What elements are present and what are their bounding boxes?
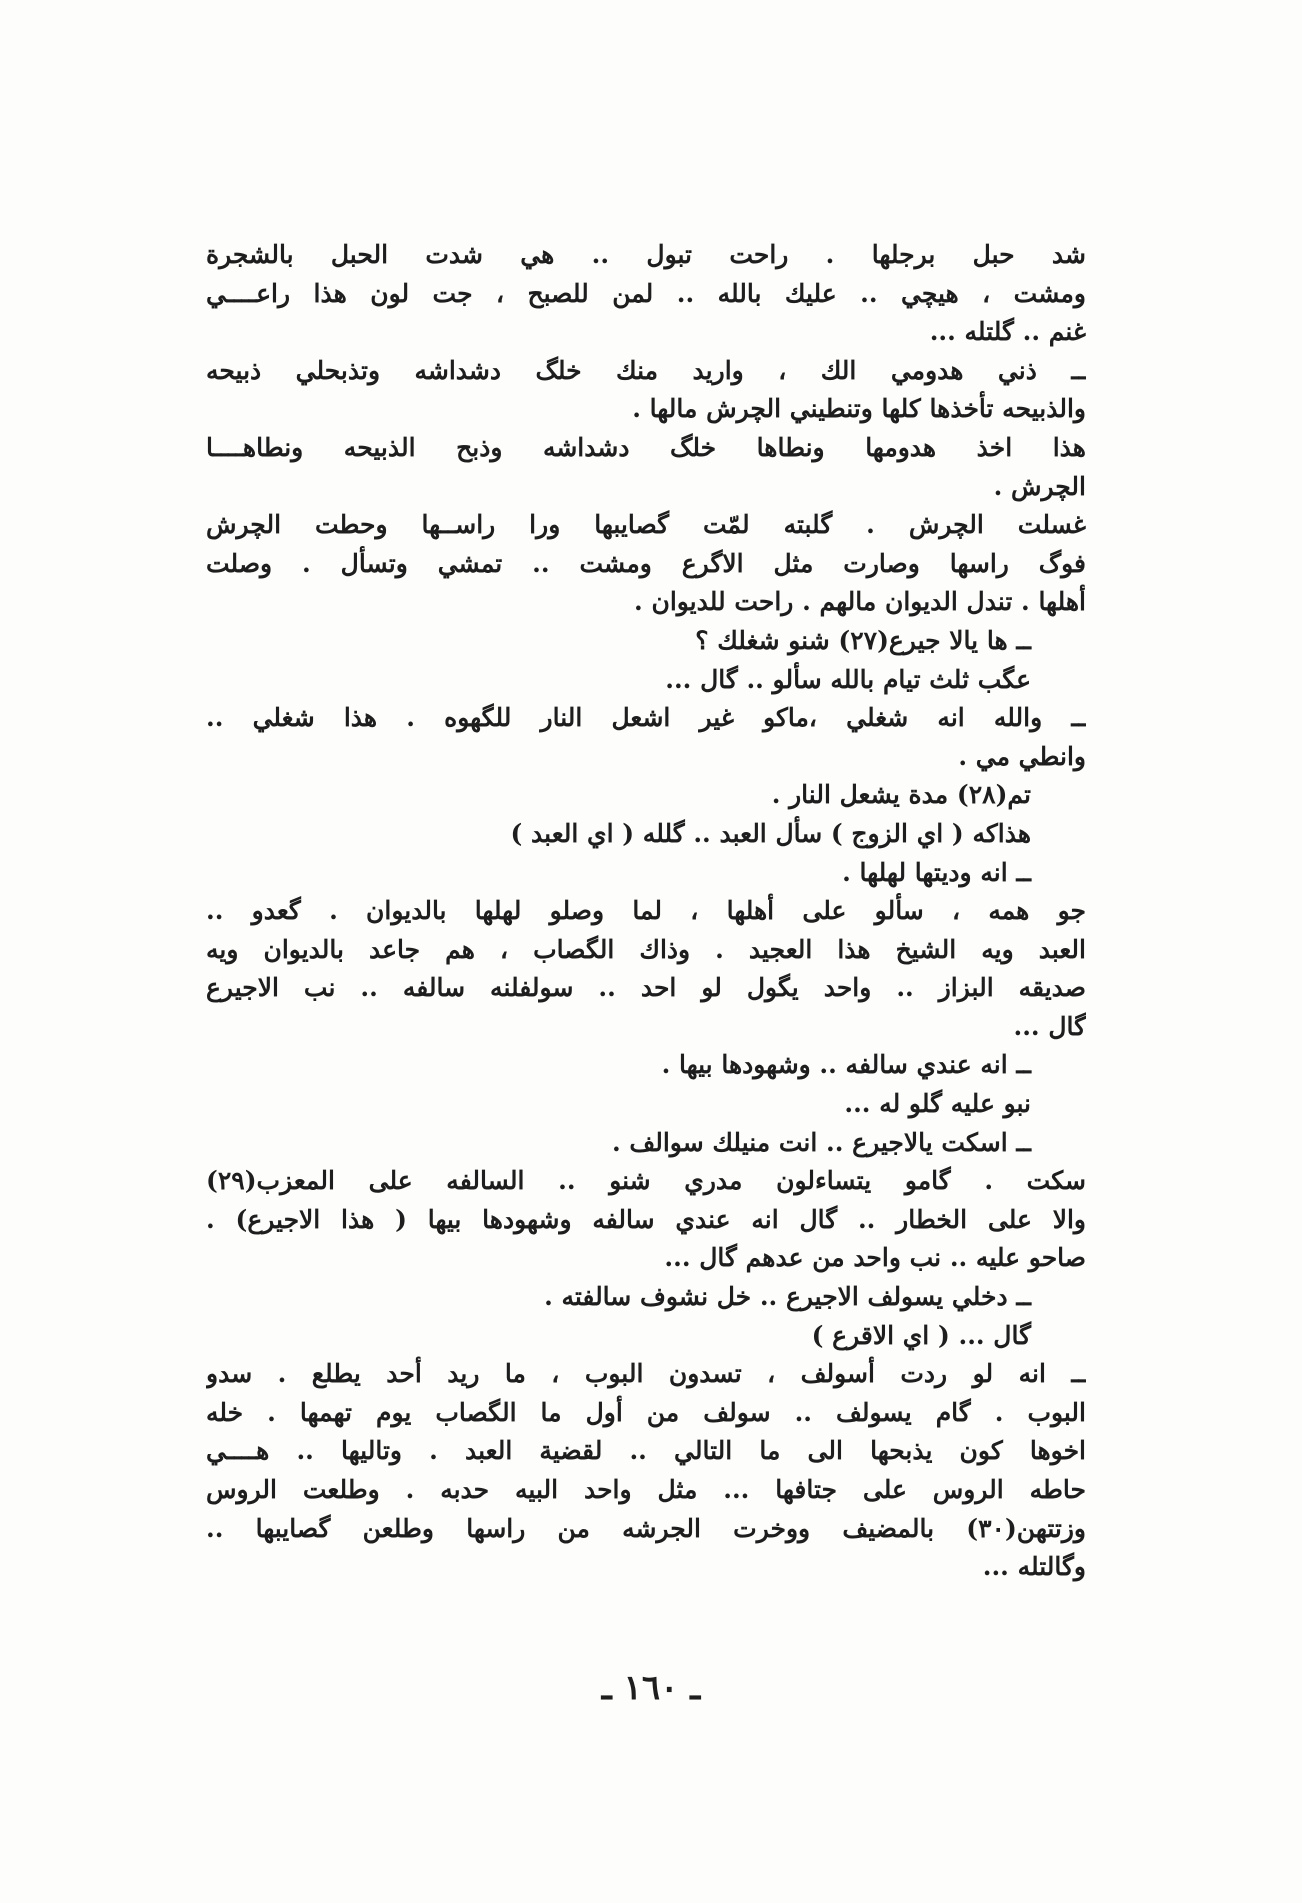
text-line: صاحو عليه .. نب واحد من عدهم گال ... <box>664 1243 1086 1273</box>
text-line: سكت . گامو يتساءلون مدري شنو .. السالفه على المعزب(٢٩) <box>206 1166 1086 1196</box>
text-line: غنم .. گلتله ... <box>929 317 1086 347</box>
text-line: حاطه الروس على جتافها ... مثل واحد البيه حدبه . وطلعت الروس <box>206 1475 1086 1504</box>
text-line: والذبيحه تأخذها كلها وتنطيني الچرش مالها . <box>632 394 1086 424</box>
text-line: اخوها كون يذبحها الى ما التالي .. لقضية العبد . وتاليها .. هــــي <box>206 1436 1086 1466</box>
body-text <box>206 236 1086 1587</box>
text-line: العبد ويه الشيخ هذا العجيد . وذاك الگصاب ، هم جاعد بالديوان ويه <box>206 934 1086 964</box>
text-line: وزتتهن(٣٠) بالمضيف ووخرت الجرشه من راسها وطلعن گصايبها .. <box>206 1513 1086 1543</box>
text-line: هذا اخذ هدومها ونطاها خلگ دشداشه وذبح الذبيحه ونطاهــــا <box>206 432 1086 462</box>
text-line: عگب ثلث تيام بالله سألو .. گال ... <box>665 664 1031 694</box>
text-line: هذاكه ( اي الزوج ) سأل العبد .. گلله ( اي العبد ) <box>510 818 1031 848</box>
text-line: ــ والله انه شغلي ،ماكو غير اشعل النار للگهوه . هذا شغلي .. <box>206 703 1086 733</box>
text-line: وانطي مي . <box>958 741 1086 771</box>
text-line: الچرش . <box>993 471 1086 501</box>
text-line: ــ انه لو ردت أسولف ، تسدون البوب ، ما ريد أحد يطلع . سدو <box>206 1359 1086 1389</box>
page-number: ـ ١٦٠ ـ <box>601 1668 701 1708</box>
text-line: والا على الخطار .. گال انه عندي سالفه وشهودها بيها ( هذا الاجيرع) . <box>206 1204 1086 1234</box>
text-line: ــ ها يالا جيرع(٢٧) شنو شغلك ؟ <box>695 625 1031 655</box>
text-line: ــ انه وديتها لهلها . <box>842 857 1031 887</box>
text-line: صديقه البزاز .. واحد يگول لو احد .. سولفلنه سالفه .. نب الاجيرع <box>206 973 1086 1003</box>
text-line: تم(٢٨) مدة يشعل النار . <box>771 780 1031 810</box>
text-line: گال ... <box>1013 1011 1086 1041</box>
text-line: غسلت الچرش . گلبته لمّت گصايبها ورا راســها وحطت الچرش <box>206 510 1086 540</box>
text-line: أهلها . تندل الديوان مالهم . راحت للديوان . <box>634 587 1086 617</box>
text-line: ــ انه عندي سالفه .. وشهودها بيها . <box>661 1050 1031 1080</box>
text-line: گال ... ( اي الاقرع ) <box>811 1320 1031 1350</box>
text-line: وگالتله ... <box>982 1552 1086 1582</box>
text-line: شد حبل برجلها . راحت تبول .. هي شدت الحبل بالشجرة <box>206 240 1086 269</box>
text-line: جو همه ، سألو على أهلها ، لما وصلو لهلها بالديوان . گعدو .. <box>206 896 1086 926</box>
text-line: ومشت ، هيچي .. عليك بالله .. لمن للصبح ، جت لون هذا راعــــي <box>206 278 1086 308</box>
text-line: ــ ذني هدومي الك ، واريد منك خلگ دشداشه وتذبحلي ذبيحه <box>206 355 1086 385</box>
text-line: فوگ راسها وصارت مثل الاگرع ومشت .. تمشي وتسأل . وصلت <box>206 548 1086 578</box>
text-line: ــ اسكت يالاجيرع .. انت منيلك سوالف . <box>611 1127 1031 1157</box>
text-line: البوب . گام يسولف .. سولف من أول ما الگصاب يوم تهمها . خله <box>206 1397 1086 1427</box>
text-line: نبو عليه گلو له ... <box>844 1089 1031 1119</box>
text-line: ــ دخلي يسولف الاجيرع .. خل نشوف سالفته . <box>544 1282 1031 1312</box>
